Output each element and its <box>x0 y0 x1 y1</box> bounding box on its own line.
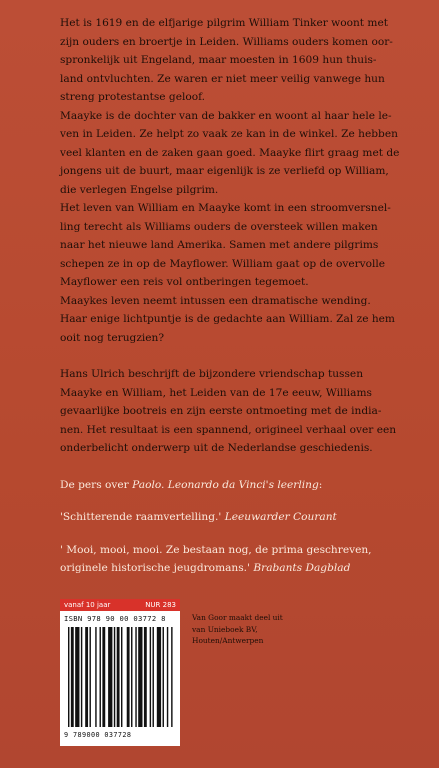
synopsis-line: ooit nog terugzien? <box>60 331 165 344</box>
about-line: gevaarlijke bootreis en zijn eerste ontmoeting met de india- <box>60 405 382 417</box>
synopsis-line: streng protestantse geloof. <box>60 91 206 103</box>
about-line: onderbelicht onderwerp uit de Nederlandse geschiedenis. <box>60 442 373 454</box>
barcode-bar <box>68 627 69 727</box>
quote-1-source: Leeuwarder Courant <box>224 511 337 523</box>
publisher-info <box>192 612 312 647</box>
barcode-bar <box>131 627 132 727</box>
barcode-bar <box>81 627 82 727</box>
synopsis-line: naar het nieuwe land Amerika. Samen met andere pilgrims <box>60 239 379 251</box>
barcode-bar <box>100 627 101 727</box>
synopsis-line: Mayflower een reis vol ontberingen tegemoet. <box>60 276 309 288</box>
isbn-text: ISBN 978 90 00 03772 8 <box>64 614 166 623</box>
publisher-line: Van Goor maakt deel uit <box>192 613 283 622</box>
synopsis-line: die verlegen Engelse pilgrim. <box>60 183 219 196</box>
barcode-bar <box>71 627 74 727</box>
publisher-line: van Unieboek BV, <box>192 624 258 634</box>
barcode-bar <box>135 627 136 727</box>
press-intro-text: De pers over <box>60 478 133 491</box>
about-line: Maayke en William, het Leiden van de 17e eeuw, Williams <box>60 386 372 399</box>
synopsis-line: schepen ze in op de Mayflower. William gaat op de overvolle <box>60 257 386 270</box>
barcode-bar <box>167 627 168 727</box>
barcode-bar <box>89 627 90 727</box>
quote-2-source: Brabants Dagblad <box>253 562 351 574</box>
publisher-line: Houten/Antwerpen <box>192 636 264 645</box>
barcode-bar <box>85 627 88 727</box>
nur-code: NUR 283 <box>145 601 176 609</box>
synopsis <box>60 14 410 347</box>
quote-1-text: 'Schitterende raamvertelling.' <box>60 511 225 523</box>
barcode-bar <box>153 627 154 727</box>
synopsis-line: Maaykes leven neemt intussen een dramatische wending. <box>60 294 371 307</box>
barcode-bar <box>121 627 122 727</box>
barcode-number: 9 789000 037728 <box>64 731 132 739</box>
back-cover-text <box>60 14 410 578</box>
about-line: nen. Het resultaat is een spannend, origineel verhaal over een <box>60 423 397 436</box>
press-quote-2-line-1: ' Mooi, mooi, mooi. Ze bestaan nog, de prima geschreven, <box>60 543 372 556</box>
barcode-bar <box>108 627 112 727</box>
synopsis-line: spronkelijk uit Engeland, maar moesten in 1609 hun thuis- <box>60 54 377 66</box>
age-strip <box>60 599 180 611</box>
barcode-bar <box>95 627 96 727</box>
age-rating: vanaf 10 jaar <box>64 601 111 609</box>
press-section <box>60 476 410 578</box>
about-paragraph <box>60 365 410 458</box>
barcode-bar <box>138 627 142 727</box>
press-intro-end: : <box>318 478 323 491</box>
synopsis-line: Het leven van William en Maayke komt in een stroomversnel- <box>60 202 391 214</box>
synopsis-line: jongens uit de buurt, maar eigenlijk is ze verliefd op William, <box>60 165 389 177</box>
barcode-bar <box>102 627 105 727</box>
about-line: Hans Ulrich beschrijft de bijzondere vriendschap tussen <box>60 368 364 380</box>
barcode-label <box>60 599 180 746</box>
barcode-bar <box>117 627 120 727</box>
barcode-bar <box>75 627 79 727</box>
barcode-bar <box>157 627 161 727</box>
barcode-bar <box>114 627 115 727</box>
press-quote-2-line-2 <box>60 559 410 578</box>
barcode-bar <box>171 627 172 727</box>
synopsis-line: Maayke is de dochter van de bakker en woont al haar hele le- <box>60 109 392 122</box>
synopsis-line: ling terecht als Williams ouders de oversteek willen maken <box>60 220 378 233</box>
synopsis-line: Haar enige lichtpuntje is de gedachte aan William. Zal ze hem <box>60 313 395 325</box>
quote-2-text: originele historische jeugdromans.' <box>60 562 254 574</box>
barcode-bar <box>144 627 147 727</box>
barcode-bar <box>127 627 130 727</box>
press-intro <box>60 476 410 495</box>
synopsis-line: land ontvluchten. Ze waren er niet meer veilig vanwege hun <box>60 72 385 85</box>
barcode-bar <box>150 627 151 727</box>
barcode-bars <box>68 627 174 727</box>
synopsis-line: veel klanten en de zaken gaan goed. Maayke flirt graag met de <box>60 146 400 159</box>
synopsis-line: Het is 1619 en de elfjarige pilgrim William Tinker woont met <box>60 17 389 29</box>
synopsis-line: ven in Leiden. Ze helpt zo vaak ze kan in de winkel. Ze hebben <box>60 128 398 140</box>
press-quote-1 <box>60 508 410 527</box>
press-book-title: Paolo. Leonardo da Vinci's leerling <box>132 478 319 491</box>
barcode-bar <box>163 627 164 727</box>
synopsis-line: zijn ouders en broertje in Leiden. Williams ouders komen oor- <box>60 35 393 48</box>
